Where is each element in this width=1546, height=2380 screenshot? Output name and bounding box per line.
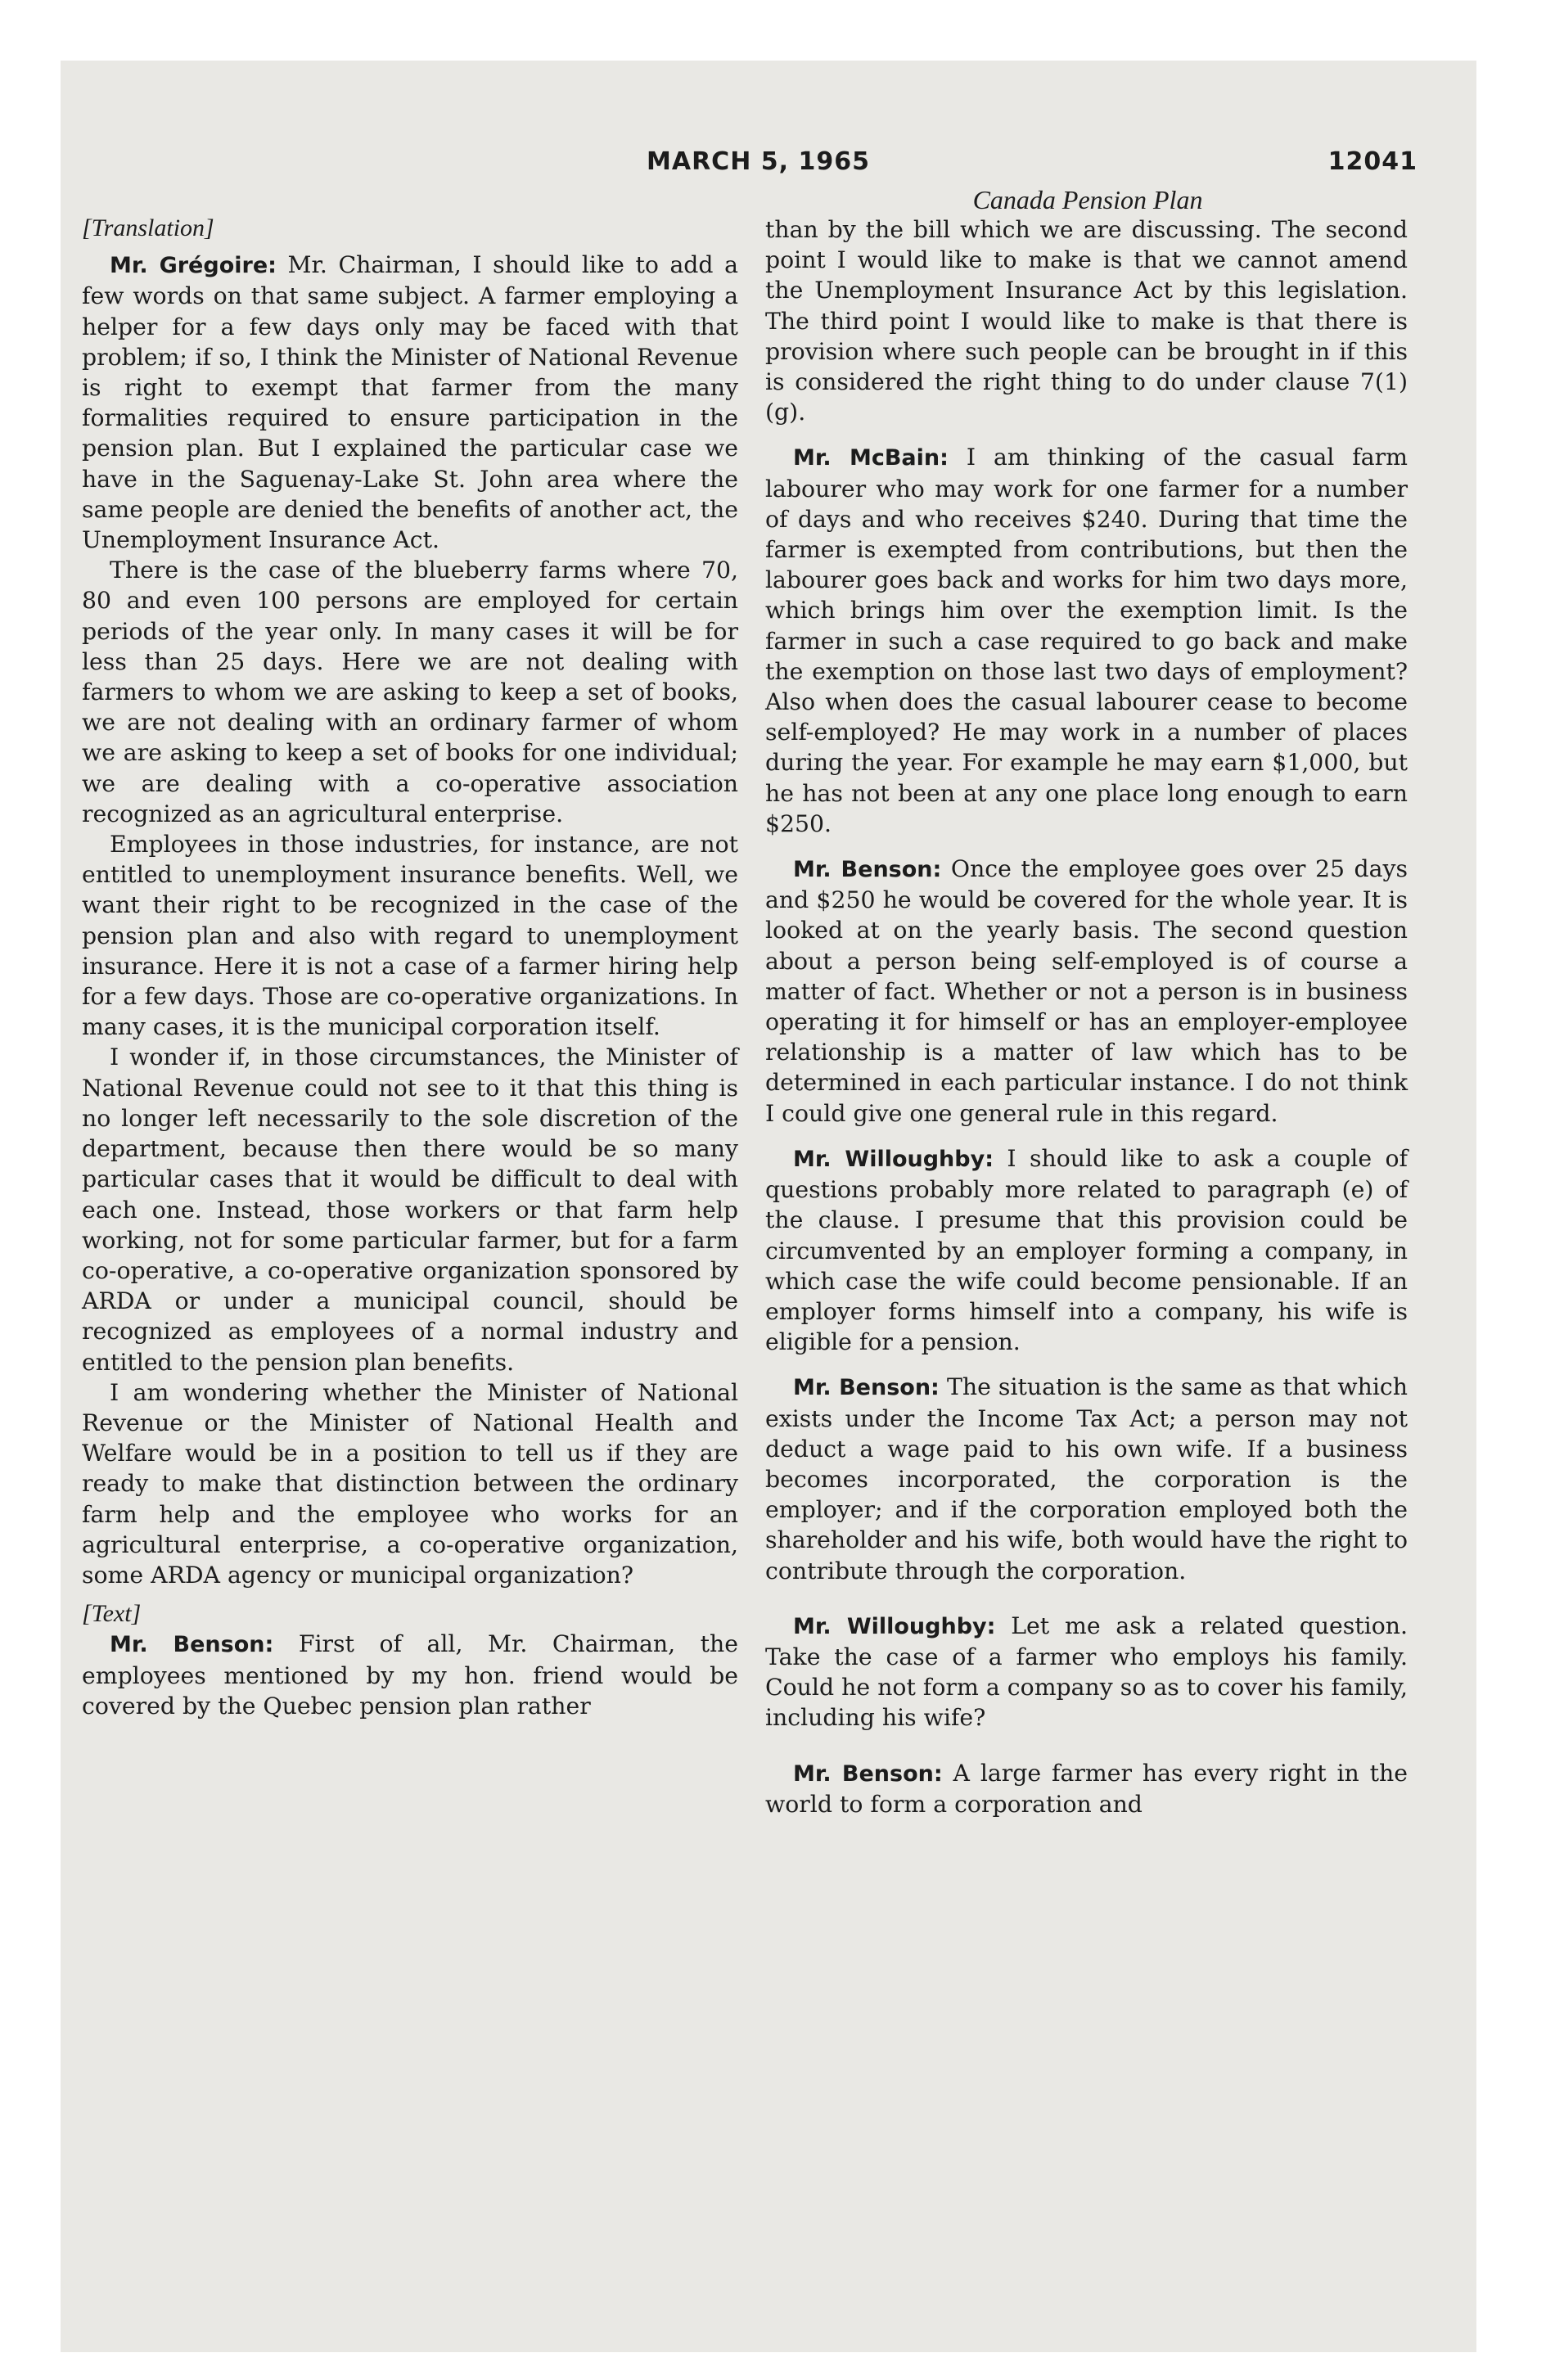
- speaker-name: Mr. Willoughby:: [793, 1146, 994, 1172]
- paragraph-text: I am thinking of the casual farm labourer who may work for one farmer for a number of days and who receives $240. During that time the farmer is exempted from contributions, but then the labourer goes back and works for him two days more, which brings him over the exemption limit. Is the farmer in such a case required to go back and make the exemption on those last two days of employment? Also when does the casual labourer cease to become self-employed? He may work in a number of places during the year. For example he may earn $1,000, but he has not been at any one place long enough to earn $250.: [765, 444, 1408, 837]
- paragraph-text: The situation is the same as that which exists under the Income Tax Act; a person may not deduct a wage paid to his own wife. If a business becomes incorporated, the corporation is the employer; and if the corporation employed both the shareholder and his wife, both would have the right to contribute through the corporation.: [765, 1373, 1408, 1584]
- paragraph-continuation: [765, 214, 1408, 427]
- right-column: [765, 214, 1408, 1819]
- paragraph-benson-2: [765, 854, 1408, 1129]
- paragraph-text: There is the case of the blueberry farms where 70, 80 and even 100 persons are employed for certain periods of the year only. In many cases it will be for less than 25 days. Here we are not dealing with farmers to whom we are asking to keep a set of books, we are not dealing with an ordinary farmer of whom we are asking to keep a set of books for one individual; we are dealing with a co-operative association recognized as an agricultural enterprise.: [82, 557, 738, 827]
- page-header-date: MARCH 5, 1965: [647, 147, 870, 176]
- speaker-name: Mr. McBain:: [793, 445, 949, 471]
- paragraph-text: A large farmer has every right in the world to form a corporation and: [765, 1759, 1408, 1818]
- paragraph-benson-4: [765, 1758, 1408, 1819]
- paragraph-text: than by the bill which we are discussing. The second point I would like to make is that we cannot amend the Unemployment Insurance Act by this legislation. The third point I would like to make is that there is provision where such people can be brought in if this is considered the right thing to do under clause 7(1)(g).: [765, 216, 1408, 426]
- paragraph-employees: [82, 829, 738, 1042]
- paragraph-mcbain: [765, 442, 1408, 839]
- paragraph-benson-1: [82, 1629, 738, 1721]
- paragraph-wondering: [82, 1377, 738, 1590]
- paragraph-blueberry: [82, 555, 738, 829]
- paragraph-text: First of all, Mr. Chairman, the employees mentioned by my hon. friend would be covered by the Quebec pension plan rather: [82, 1630, 738, 1720]
- paragraph-benson-3: [765, 1372, 1408, 1585]
- paragraph-text: Mr. Chairman, I should like to add a few words on that same subject. A farmer employing a helper for a few days only may be faced with that problem; if so, I think the Minister of National Revenue is right to exempt that farmer from the many formalities required to ensure participation in the pension plan. But I explained the particular case we have in the Saguenay-Lake St. John area where the same people are denied the benefits of another act, the Unemployment Insurance Act.: [82, 251, 738, 554]
- speaker-name: Mr. Benson:: [793, 1760, 943, 1787]
- speaker-name: Mr. Grégoire:: [110, 253, 277, 279]
- paragraph-text: Once the employee goes over 25 days and $250 he would be covered for the whole year. It is looked at on the yearly basis. The second question about a person being self-employed is of course a matter of fact. Whether or not a person is in business operating it for himself or has an employer-employee relationship is a matter of law which has to be determined in each particular instance. I do not think I could give one general rule in this regard.: [765, 855, 1409, 1127]
- paragraph-willoughby-2: [765, 1611, 1408, 1733]
- paragraph-text: I should like to ask a couple of questions probably more related to paragraph (e) of the clause. I presume that this provision could be circumvented by an employer forming a company, in which case the wife could become pensionable. If an employer forms himself into a company, his wife is eligible for a pension.: [765, 1144, 1408, 1356]
- speaker-name: Mr. Benson:: [110, 1632, 274, 1658]
- speaker-name: Mr. Willoughby:: [793, 1613, 996, 1639]
- paragraph-text: I wonder if, in those circumstances, the Minister of National Revenue could not see to it that this thing is no longer left necessarily to the sole discretion of the department, because then there would be so many particular cases that it would be difficult to deal with each one. Instead, those workers or that farm help working, not for some particular farmer, but for a farm co-operative, a co-operative organization sponsored by ARDA or under a municipal council, should be recognized as employees of a normal industry and entitled to the pension plan benefits.: [82, 1044, 738, 1376]
- text-marker: [Text]: [82, 1600, 142, 1628]
- paragraph-text: Employees in those industries, for instance, are not entitled to unemployment insurance benefits. Well, we want their right to be recognized in the case of the pension plan and also with regard to unemployment insurance. Here it is not a case of a farmer hiring help for a few days. Those are co-operative organizations. In many cases, it is the municipal corporation itself.: [82, 831, 738, 1041]
- page-number: 12041: [1327, 147, 1418, 176]
- paragraph-willoughby-1: [765, 1143, 1408, 1357]
- speaker-name: Mr. Benson:: [793, 857, 942, 883]
- running-title: Canada Pension Plan: [972, 185, 1203, 214]
- paragraph-gregoire: [82, 250, 738, 555]
- speaker-name: Mr. Benson:: [793, 1375, 940, 1401]
- paragraph-text: I am wondering whether the Minister of National Revenue or the Minister of National Health and Welfare would be in a position to tell us if they are ready to make that distinction between the ordinary farm help and the employee who works for an agricultural enterprise, a co-operative organization, some ARDA agency or municipal organization?: [82, 1378, 738, 1589]
- paragraph-wonder: [82, 1042, 738, 1377]
- left-column: [82, 213, 738, 1721]
- translation-marker: [Translation]: [82, 214, 214, 241]
- paragraph-text: Let me ask a related question. Take the case of a farmer who employs his family. Could he not form a company so as to cover his family, including his wife?: [765, 1611, 1408, 1732]
